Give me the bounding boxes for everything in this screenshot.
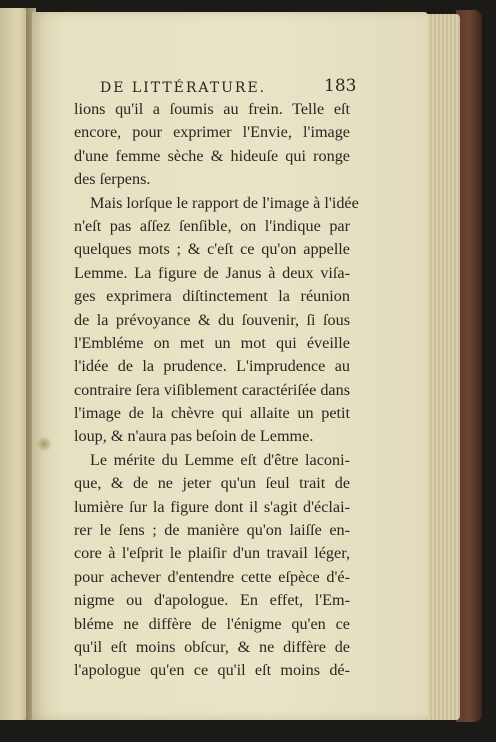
- text-line: que, & de ne jeter qu'un ſeul trait de: [74, 474, 350, 493]
- running-title: DE LITTÉRATURE.: [100, 80, 267, 96]
- text-line: l'apologue qu'en ce qu'il eſt moins dé-: [74, 661, 350, 680]
- page-number: 183: [324, 76, 357, 96]
- text-line: l'Embléme on met un mot qui éveille: [74, 333, 350, 352]
- running-head: [100, 80, 360, 96]
- text-line: nigme ou d'apologue. En effet, l'Em-: [74, 591, 350, 610]
- text-line: bléme ne diffère de l'énigme qu'en ce: [74, 614, 350, 633]
- text-line: quelques mots ; & c'eſt ce qu'on appelle: [74, 240, 350, 259]
- text-line: d'une femme sèche & hideuſe qui ronge: [74, 146, 350, 165]
- text-line: Mais lorſque le rapport de l'image à l'idée: [90, 193, 359, 212]
- text-line: lumière ſur la figure dont il s'agit d'éclai-: [74, 497, 350, 516]
- text-line: loup, & n'aura pas beſoin de Lemme.: [74, 427, 314, 446]
- text-line: Le mérite du Lemme eſt d'être laconi-: [90, 450, 350, 469]
- text-line: des ſerpens.: [74, 170, 151, 189]
- body-text: [74, 98, 359, 683]
- text-line: n'eſt pas aſſez ſenſible, on l'indique par: [74, 216, 350, 235]
- paper-stain: [36, 436, 52, 452]
- text-line: qu'il eſt moins obſcur, & ne diffère de: [74, 637, 350, 656]
- text-line: core à l'eſprit le plaiſir d'un travail léger,: [74, 544, 350, 563]
- text-line: lions qu'il a ſoumis au frein. Telle eſt: [74, 100, 350, 118]
- text-line: l'idée de la prudence. L'imprudence au: [74, 357, 350, 376]
- text-line: Lemme. La figure de Janus à deux viſa-: [74, 263, 350, 282]
- text-line: pour achever d'entendre cette eſpèce d'é-: [74, 567, 350, 586]
- text-line: encore, pour exprimer l'Envie, l'image: [74, 123, 350, 142]
- text-line: rer le ſens ; de manière qu'on laiſſe en-: [74, 521, 350, 540]
- text-line: contraire ſera viſiblement caractériſée dans: [74, 380, 350, 399]
- text-line: l'image de la chèvre qui allaite un petit: [74, 404, 350, 423]
- text-line: de la prévoyance & du ſouvenir, ſi ſous: [74, 310, 350, 329]
- text-line: ges exprimera diſtinctement la réunion: [74, 287, 350, 306]
